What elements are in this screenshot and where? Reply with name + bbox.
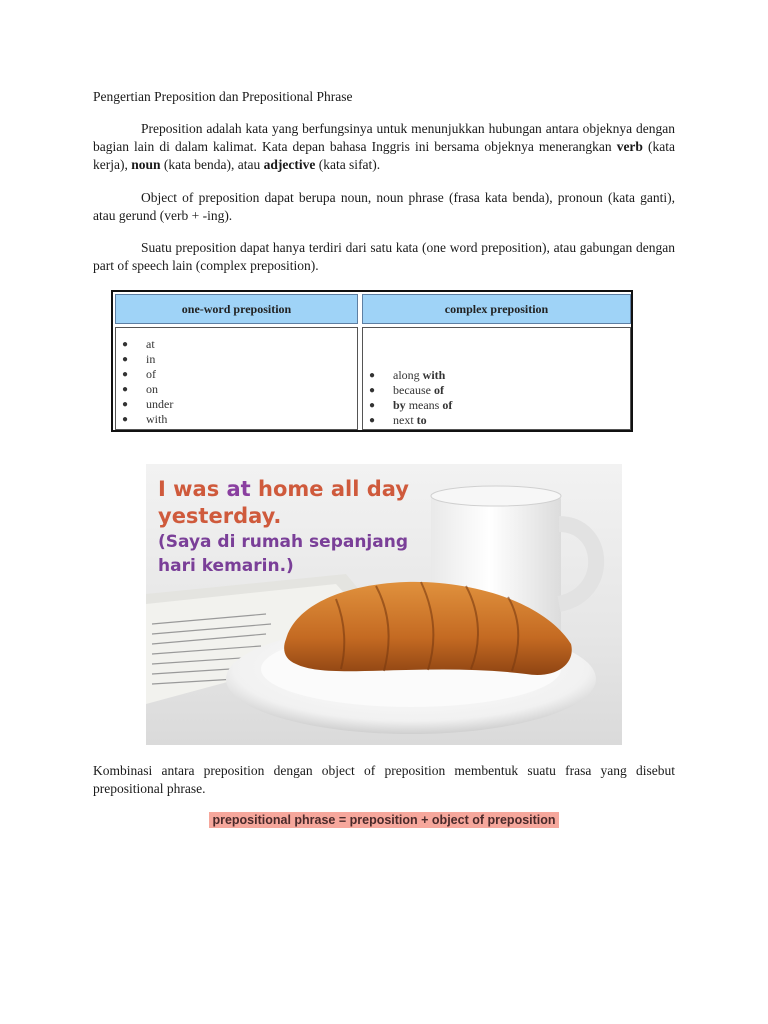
bullet-icon: ●	[369, 415, 376, 426]
bullet-icon: ●	[369, 370, 376, 381]
table-cell-complex	[362, 327, 631, 430]
bullet-icon: ●	[369, 400, 376, 411]
complex-list	[369, 368, 452, 428]
one-word-list	[122, 337, 173, 427]
paragraph-types: Suatu preposition dapat hanya terdiri dari satu kata (one word preposition), atau gabungan dengan part of speech lain (complex preposition).	[93, 240, 675, 273]
list-item: ● of	[122, 367, 156, 381]
document-title: Pengertian Preposition dan Prepositional Phrase	[93, 89, 353, 104]
bullet-icon: ●	[122, 354, 129, 365]
preposition-table	[111, 290, 633, 432]
paragraph-object: Object of preposition dapat berupa noun, noun phrase (frasa kata benda), pronoun (kata ganti), atau gerund (verb + -ing).	[93, 190, 675, 223]
bullet-icon: ●	[122, 414, 129, 425]
paragraph-combination: Kombinasi antara preposition dengan object of preposition membentuk suatu frasa yang disebut prepositional phrase.	[93, 763, 675, 796]
bullet-icon: ●	[122, 339, 129, 350]
table-header-complex: complex preposition	[362, 294, 631, 324]
list-item: ● under	[122, 397, 174, 411]
list-item: ● next to	[369, 413, 427, 427]
list-item: ● in	[122, 352, 156, 366]
list-item: ● because of	[369, 383, 444, 397]
list-item: ● on	[122, 382, 158, 396]
list-item: ● at	[122, 337, 155, 351]
photo-caption: I was at home all day yesterday. (Saya di rumah sepanjang hari kemarin.)	[158, 477, 409, 576]
list-item: ● with	[122, 412, 168, 426]
table-cell-one-word	[115, 327, 358, 430]
list-item: ● along with	[369, 368, 446, 382]
formula-highlight: prepositional phrase = preposition + object of preposition	[209, 812, 558, 828]
formula-line	[93, 811, 675, 829]
bullet-icon: ●	[122, 399, 129, 410]
table-header-one-word: one-word preposition	[115, 294, 358, 324]
bullet-icon: ●	[122, 369, 129, 380]
example-photo	[146, 464, 622, 745]
list-item: ● by means of	[369, 398, 453, 412]
bullet-icon: ●	[122, 384, 129, 395]
paragraph-definition: Preposition adalah kata yang berfungsinya untuk menunjukkan hubungan antara objeknya dengan bagian lain di dalam kalimat. Kata depan bahasa Inggris ini bersama objeknya menerangkan verb (kata kerja), noun (kata benda), atau adjective (kata sifat).	[93, 121, 675, 172]
bullet-icon: ●	[369, 385, 376, 396]
